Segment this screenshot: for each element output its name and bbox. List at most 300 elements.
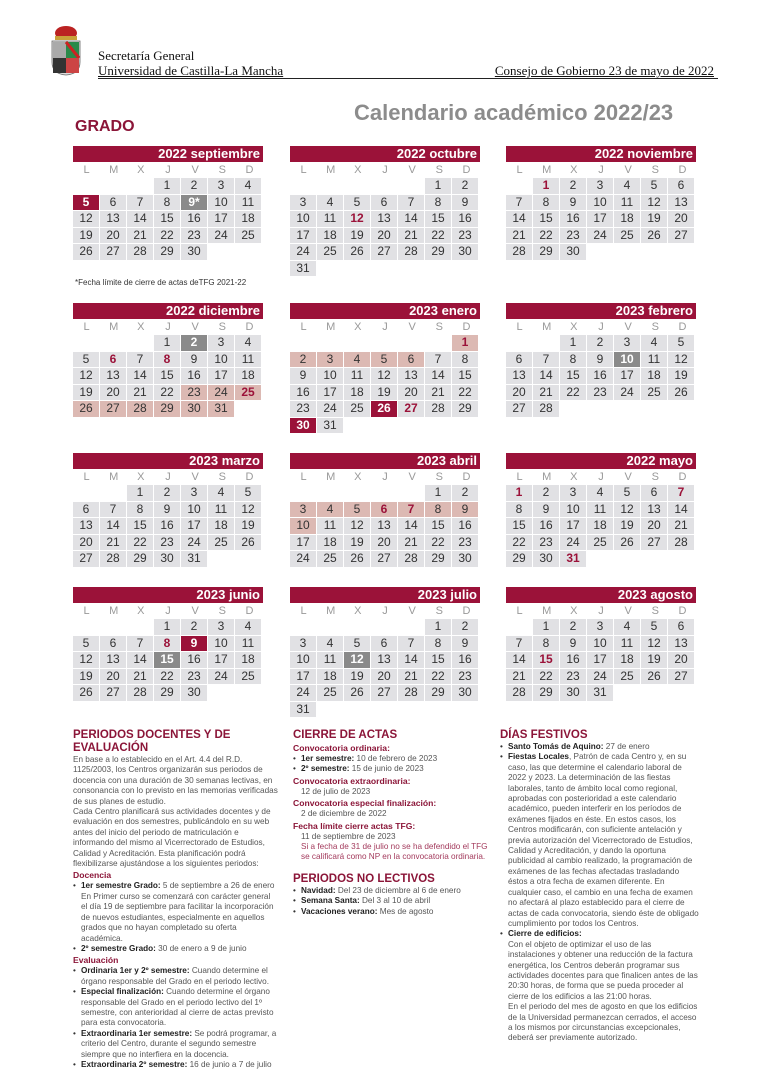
day-cell: 15 — [452, 368, 478, 384]
day-cell: 11 — [235, 636, 261, 652]
empty-cell — [344, 485, 370, 501]
day-cell: 14 — [398, 652, 424, 668]
weekday-label: J — [165, 321, 171, 333]
weekday-label: L — [516, 605, 523, 617]
day-cell: 13 — [371, 211, 397, 227]
day-cell: 10 — [317, 368, 343, 384]
day-cell: 25 — [317, 685, 343, 701]
day-cell: 7 — [127, 636, 153, 652]
list-item: • Fiestas Locales, Patrón de cada Centro y, en su caso, las que determine el calendario laboral de 2022 y 2023. La determinación de las fiestas laborales, tanto de ámbito local como regional, aprobadas con posterioridad a este calendario académico, pueden interferir en los períodos de exámenes fijados en éste. En estos casos, los Centros modificarán, con suficiente antelación y previa autorización del Vicerrectorado de Estudios, Calidad y Acreditación, y dando la oportuna publicidad al cambio realizado, la programación de exámenes de las fechas afectadas trasladando éstos a otra fecha de examen diferente. En cualquier caso, el cambio en una fecha de examen no afectará al plazo establecido para el cierre de actas de cada convocatoria, siendo éste de obligado cumplimiento por todos los Centros. — [500, 752, 700, 929]
day-cell: 15 — [533, 211, 559, 227]
day-cell: 18 — [614, 652, 640, 668]
day-cell: 14 — [100, 518, 126, 534]
day-cell: 7 — [398, 636, 424, 652]
day-cell: 12 — [668, 352, 694, 368]
day-cell: 30 — [452, 244, 478, 260]
day-cell: 2 — [290, 352, 316, 368]
subheading: Convocatoria extraordinaria: — [293, 775, 411, 786]
subheading: Docencia — [73, 870, 112, 881]
day-cell: 13 — [100, 652, 126, 668]
weekday-label: X — [354, 321, 362, 333]
day-cell: 15 — [154, 368, 180, 384]
day-cell: 19 — [344, 669, 370, 685]
month-title: 2022 octubre — [290, 146, 480, 162]
day-cell: 21 — [506, 228, 532, 244]
day-cell: 4 — [235, 178, 261, 194]
subheading: Convocatoria especial finalización: — [293, 798, 437, 809]
day-cell: 21 — [127, 228, 153, 244]
empty-cell — [290, 178, 316, 194]
day-cell: 16 — [587, 368, 613, 384]
weekday-label: D — [245, 321, 254, 333]
day-cell: 15 — [127, 518, 153, 534]
day-cell: 28 — [127, 244, 153, 260]
day-cell: 30 — [181, 244, 207, 260]
weekday-label: V — [408, 471, 416, 483]
day-cell: 4 — [208, 485, 234, 501]
day-cell: 27 — [100, 401, 126, 417]
day-cell: 24 — [208, 669, 234, 685]
day-cell: 22 — [533, 228, 559, 244]
day-cell: 10 — [587, 195, 613, 211]
day-cell: 26 — [641, 228, 667, 244]
day-cell: 31 — [208, 401, 234, 417]
list-item: • Ordinaria 1er y 2º semestre: Cuando determine el órgano responsable del Grado en el periodo lectivo. — [73, 966, 278, 987]
day-cell: 28 — [425, 401, 451, 417]
empty-cell — [290, 335, 316, 351]
month-title: 2023 febrero — [506, 303, 696, 319]
day-cell: 14 — [127, 368, 153, 384]
periodos-docentes-section — [73, 729, 278, 1070]
empty-cell — [398, 485, 424, 501]
day-cell: 28 — [127, 685, 153, 701]
day-cell: 26 — [344, 244, 370, 260]
day-cell: 16 — [452, 652, 478, 668]
day-cell: 1 — [560, 335, 586, 351]
weekday-label: L — [516, 321, 523, 333]
day-cell: 18 — [641, 368, 667, 384]
day-cell: 17 — [290, 669, 316, 685]
weekday-label: J — [165, 164, 171, 176]
weekday-label: S — [435, 605, 443, 617]
weekday-header — [506, 604, 696, 619]
weekday-label: D — [462, 321, 471, 333]
weekday-label: X — [570, 164, 578, 176]
day-cell: 3 — [181, 485, 207, 501]
day-cell: 25 — [614, 228, 640, 244]
day-cell: 5 — [641, 619, 667, 635]
day-cell: 8 — [425, 195, 451, 211]
day-cell: 2 — [181, 335, 207, 351]
day-cell: 25 — [235, 385, 261, 401]
day-cell: 25 — [344, 401, 370, 417]
month-calendar — [290, 453, 480, 567]
day-cell: 1 — [154, 335, 180, 351]
empty-cell — [73, 619, 99, 635]
day-cell: 2 — [452, 619, 478, 635]
day-cell: 7 — [533, 352, 559, 368]
day-cell: 7 — [398, 502, 424, 518]
day-cell: 11 — [317, 652, 343, 668]
day-cell: 1 — [127, 485, 153, 501]
day-cell: 18 — [317, 228, 343, 244]
day-cell: 23 — [290, 401, 316, 417]
empty-cell — [290, 485, 316, 501]
no-lectivos-list — [293, 886, 493, 917]
day-cell: 10 — [560, 502, 586, 518]
day-cell: 2 — [560, 619, 586, 635]
day-cell: 29 — [506, 551, 532, 567]
day-cell: 13 — [73, 518, 99, 534]
day-cell: 13 — [668, 636, 694, 652]
day-cell: 11 — [344, 368, 370, 384]
day-cell: 9 — [560, 636, 586, 652]
day-cell: 21 — [668, 518, 694, 534]
day-cell: 11 — [235, 352, 261, 368]
days-grid — [290, 335, 480, 433]
list-item: • 2º semestre Grado: 30 de enero a 9 de junio — [73, 944, 278, 954]
day-cell: 28 — [533, 401, 559, 417]
month-calendar — [73, 303, 263, 417]
day-cell: 10 — [208, 195, 234, 211]
empty-cell — [100, 178, 126, 194]
day-cell: 24 — [317, 401, 343, 417]
day-cell: 26 — [73, 244, 99, 260]
day-cell: 6 — [371, 195, 397, 211]
weekday-label: J — [598, 605, 604, 617]
footnote: *Fecha límite de cierre de actas deTFG 2021-22 — [75, 278, 247, 287]
day-cell: 17 — [208, 211, 234, 227]
day-cell: 24 — [290, 244, 316, 260]
weekday-label: L — [300, 471, 307, 483]
weekday-label: X — [137, 605, 145, 617]
day-cell: 24 — [560, 535, 586, 551]
day-cell: 31 — [290, 261, 316, 277]
weekday-label: M — [542, 605, 552, 617]
weekday-label: V — [624, 321, 632, 333]
empty-cell — [127, 178, 153, 194]
day-cell: 18 — [235, 368, 261, 384]
month-title: 2022 diciembre — [73, 303, 263, 319]
month-calendar — [290, 587, 480, 717]
empty-cell — [100, 335, 126, 351]
day-cell: 28 — [398, 244, 424, 260]
day-cell: 9* — [181, 195, 207, 211]
day-cell: 9 — [533, 502, 559, 518]
day-cell: 2 — [452, 178, 478, 194]
day-cell: 3 — [587, 619, 613, 635]
paragraph: En el periodo del mes de agosto en que los edificios de la Universidad permanezcan cerrados, el acceso a los mismos por circunstancias excepcionales, deberá ser previamente autorizado. — [508, 1002, 698, 1043]
day-cell: 31 — [290, 702, 316, 718]
day-cell: 11 — [614, 636, 640, 652]
weekday-header — [506, 470, 696, 485]
weekday-label: M — [326, 321, 336, 333]
council-date: Consejo de Gobierno 23 de mayo de 2022 — [494, 63, 714, 78]
day-cell: 13 — [398, 368, 424, 384]
weekday-label: L — [300, 605, 307, 617]
days-grid — [506, 485, 696, 567]
weekday-label: V — [624, 605, 632, 617]
day-cell: 13 — [506, 368, 532, 384]
day-cell: 8 — [533, 636, 559, 652]
day-cell: 11 — [614, 195, 640, 211]
empty-cell — [371, 178, 397, 194]
weekday-header — [506, 320, 696, 335]
empty-cell — [506, 335, 532, 351]
weekday-label: L — [300, 164, 307, 176]
weekday-label: M — [542, 471, 552, 483]
day-cell: 17 — [181, 518, 207, 534]
org-line-1: Secretaría General — [98, 48, 195, 63]
day-cell: 22 — [154, 228, 180, 244]
day-cell: 1 — [425, 178, 451, 194]
day-cell: 16 — [181, 211, 207, 227]
day-cell: 8 — [533, 195, 559, 211]
month-calendar — [506, 303, 696, 417]
day-cell: 14 — [506, 652, 532, 668]
day-cell: 9 — [560, 195, 586, 211]
day-cell: 7 — [425, 352, 451, 368]
day-cell: 16 — [533, 518, 559, 534]
day-cell: 26 — [641, 669, 667, 685]
day-cell: 27 — [668, 669, 694, 685]
weekday-label: J — [598, 164, 604, 176]
document-header — [48, 24, 718, 80]
weekday-label: D — [462, 164, 471, 176]
day-cell: 20 — [100, 669, 126, 685]
weekday-label: X — [570, 471, 578, 483]
day-cell: 30 — [560, 685, 586, 701]
day-cell: 19 — [614, 518, 640, 534]
day-cell: 28 — [398, 551, 424, 567]
paragraph: En base a lo establecido en el Art. 4.4 del R.D. 1125/2003, los Centros organizarán sus periodos de docencia con una duración de 30 semanas lectivas, en consonancia con lo previsto en las memorias verificadas de sus planes de estudio. — [73, 755, 278, 806]
weekday-label: S — [435, 471, 443, 483]
day-cell: 20 — [371, 228, 397, 244]
month-calendar — [290, 303, 480, 433]
day-cell: 2 — [154, 485, 180, 501]
day-cell: 12 — [235, 502, 261, 518]
day-cell: 20 — [668, 652, 694, 668]
weekday-header — [290, 470, 480, 485]
day-cell: 5 — [73, 636, 99, 652]
day-cell: 3 — [208, 178, 234, 194]
day-cell: 22 — [425, 535, 451, 551]
days-grid — [506, 619, 696, 701]
day-cell: 19 — [344, 535, 370, 551]
weekday-label: X — [137, 321, 145, 333]
evaluacion-list — [73, 966, 278, 1070]
day-cell: 8 — [154, 352, 180, 368]
day-cell: 10 — [587, 636, 613, 652]
day-cell: 3 — [290, 636, 316, 652]
subheading: Evaluación — [73, 955, 119, 966]
day-cell: 17 — [208, 652, 234, 668]
day-cell: 19 — [73, 385, 99, 401]
day-cell: 6 — [668, 178, 694, 194]
day-cell: 30 — [560, 244, 586, 260]
day-cell: 19 — [668, 368, 694, 384]
day-cell: 17 — [208, 368, 234, 384]
weekday-label: D — [245, 164, 254, 176]
list-item: • Santo Tomás de Aquino: 27 de enero — [500, 742, 700, 752]
day-cell: 4 — [317, 636, 343, 652]
day-cell: 30 — [533, 551, 559, 567]
empty-cell — [344, 335, 370, 351]
day-cell: 13 — [371, 652, 397, 668]
day-cell: 7 — [398, 195, 424, 211]
day-cell: 7 — [506, 195, 532, 211]
day-cell: 18 — [317, 669, 343, 685]
day-cell: 27 — [398, 401, 424, 417]
day-cell: 28 — [668, 535, 694, 551]
month-title: 2023 agosto — [506, 587, 696, 603]
list-item: • Semana Santa: Del 3 al 10 de abril — [293, 896, 493, 906]
days-grid — [73, 485, 263, 567]
day-cell: 19 — [235, 518, 261, 534]
day-cell: 17 — [587, 652, 613, 668]
weekday-label: S — [218, 605, 226, 617]
subheading: Convocatoria ordinaria: — [293, 743, 390, 753]
month-title: 2023 marzo — [73, 453, 263, 469]
month-title: 2023 enero — [290, 303, 480, 319]
day-cell: 18 — [208, 518, 234, 534]
day-cell: 25 — [317, 244, 343, 260]
weekday-label: L — [83, 321, 90, 333]
weekday-label: V — [191, 605, 199, 617]
empty-cell — [371, 485, 397, 501]
day-cell: 31 — [587, 685, 613, 701]
day-cell: 5 — [668, 335, 694, 351]
day-cell: 21 — [127, 385, 153, 401]
weekday-label: X — [570, 321, 578, 333]
day-cell: 26 — [235, 535, 261, 551]
day-cell: 19 — [73, 228, 99, 244]
day-cell: 14 — [668, 502, 694, 518]
day-cell: 13 — [641, 502, 667, 518]
day-cell: 5 — [344, 636, 370, 652]
day-cell: 18 — [235, 211, 261, 227]
empty-cell — [371, 335, 397, 351]
day-cell: 8 — [506, 502, 532, 518]
day-cell: 11 — [208, 502, 234, 518]
day-cell: 17 — [587, 211, 613, 227]
empty-cell — [398, 619, 424, 635]
day-cell: 23 — [533, 535, 559, 551]
day-cell: 22 — [127, 535, 153, 551]
day-cell: 8 — [127, 502, 153, 518]
day-cell: 9 — [587, 352, 613, 368]
day-cell: 14 — [506, 211, 532, 227]
day-cell: 19 — [344, 228, 370, 244]
tfg-note: Si a fecha de 31 de julio no se ha defendido el TFG se calificará como NP en la convocatoria ordinaria. — [301, 842, 488, 862]
day-cell: 14 — [425, 368, 451, 384]
day-cell: 31 — [560, 551, 586, 567]
day-cell: 23 — [181, 385, 207, 401]
day-cell: 26 — [668, 385, 694, 401]
day-cell: 6 — [668, 619, 694, 635]
day-cell: 24 — [587, 228, 613, 244]
weekday-label: S — [435, 321, 443, 333]
day-cell: 12 — [73, 652, 99, 668]
day-cell: 22 — [154, 669, 180, 685]
day-cell: 28 — [506, 244, 532, 260]
day-cell: 26 — [371, 401, 397, 417]
day-cell: 6 — [73, 502, 99, 518]
day-cell: 9 — [290, 368, 316, 384]
day-cell: 23 — [154, 535, 180, 551]
day-cell: 2 — [533, 485, 559, 501]
day-cell: 27 — [641, 535, 667, 551]
weekday-label: D — [462, 605, 471, 617]
day-cell: 1 — [506, 485, 532, 501]
days-grid — [506, 335, 696, 417]
day-cell: 6 — [371, 636, 397, 652]
weekday-label: X — [354, 471, 362, 483]
month-calendar — [73, 146, 263, 260]
weekday-label: S — [218, 471, 226, 483]
weekday-label: J — [382, 164, 388, 176]
day-cell: 19 — [73, 669, 99, 685]
day-cell: 23 — [452, 535, 478, 551]
weekday-label: X — [137, 471, 145, 483]
day-cell: 23 — [181, 669, 207, 685]
day-cell: 10 — [290, 518, 316, 534]
day-cell: 21 — [100, 535, 126, 551]
organization-name — [98, 48, 283, 78]
weekday-label: V — [191, 164, 199, 176]
day-cell: 28 — [100, 551, 126, 567]
weekday-label: S — [218, 321, 226, 333]
day-cell: 18 — [587, 518, 613, 534]
day-cell: 30 — [181, 401, 207, 417]
day-cell: 20 — [100, 228, 126, 244]
day-cell: 12 — [371, 368, 397, 384]
day-cell: 17 — [290, 228, 316, 244]
month-calendar — [506, 587, 696, 701]
day-cell: 27 — [371, 685, 397, 701]
day-cell: 10 — [208, 636, 234, 652]
month-title: 2022 mayo — [506, 453, 696, 469]
empty-cell — [344, 178, 370, 194]
day-cell: 9 — [452, 195, 478, 211]
days-grid — [506, 178, 696, 260]
day-cell: 16 — [290, 385, 316, 401]
day-cell: 1 — [452, 335, 478, 351]
empty-cell — [100, 485, 126, 501]
university-crest-icon — [48, 24, 84, 76]
day-cell: 16 — [452, 518, 478, 534]
day-cell: 3 — [208, 619, 234, 635]
list-item: • 1er semestre: 10 de febrero de 2023 — [293, 754, 493, 764]
day-cell: 24 — [181, 535, 207, 551]
day-cell: 15 — [506, 518, 532, 534]
day-cell: 21 — [398, 669, 424, 685]
day-cell: 3 — [317, 352, 343, 368]
days-grid — [73, 335, 263, 417]
cierre-actas-section — [293, 729, 493, 917]
header-divider — [98, 78, 718, 79]
weekday-label: M — [109, 164, 119, 176]
day-cell: 11 — [317, 211, 343, 227]
day-cell: 11 — [587, 502, 613, 518]
day-cell: 14 — [398, 211, 424, 227]
day-cell: 23 — [560, 228, 586, 244]
list-item: • 1er semestre Grado: 5 de septiembre a 26 de enero En Primer curso se comenzará con carácter general el día 19 de septiembre para facilitar la incorporación de nuevos estudiantes, especialmente en aquellos grados que no hayan completado su oferta académica. — [73, 881, 278, 943]
day-cell: 9 — [154, 502, 180, 518]
month-title: 2022 noviembre — [506, 146, 696, 162]
list-item: • Navidad: Del 23 de diciembre al 6 de enero — [293, 886, 493, 896]
day-cell: 3 — [587, 178, 613, 194]
